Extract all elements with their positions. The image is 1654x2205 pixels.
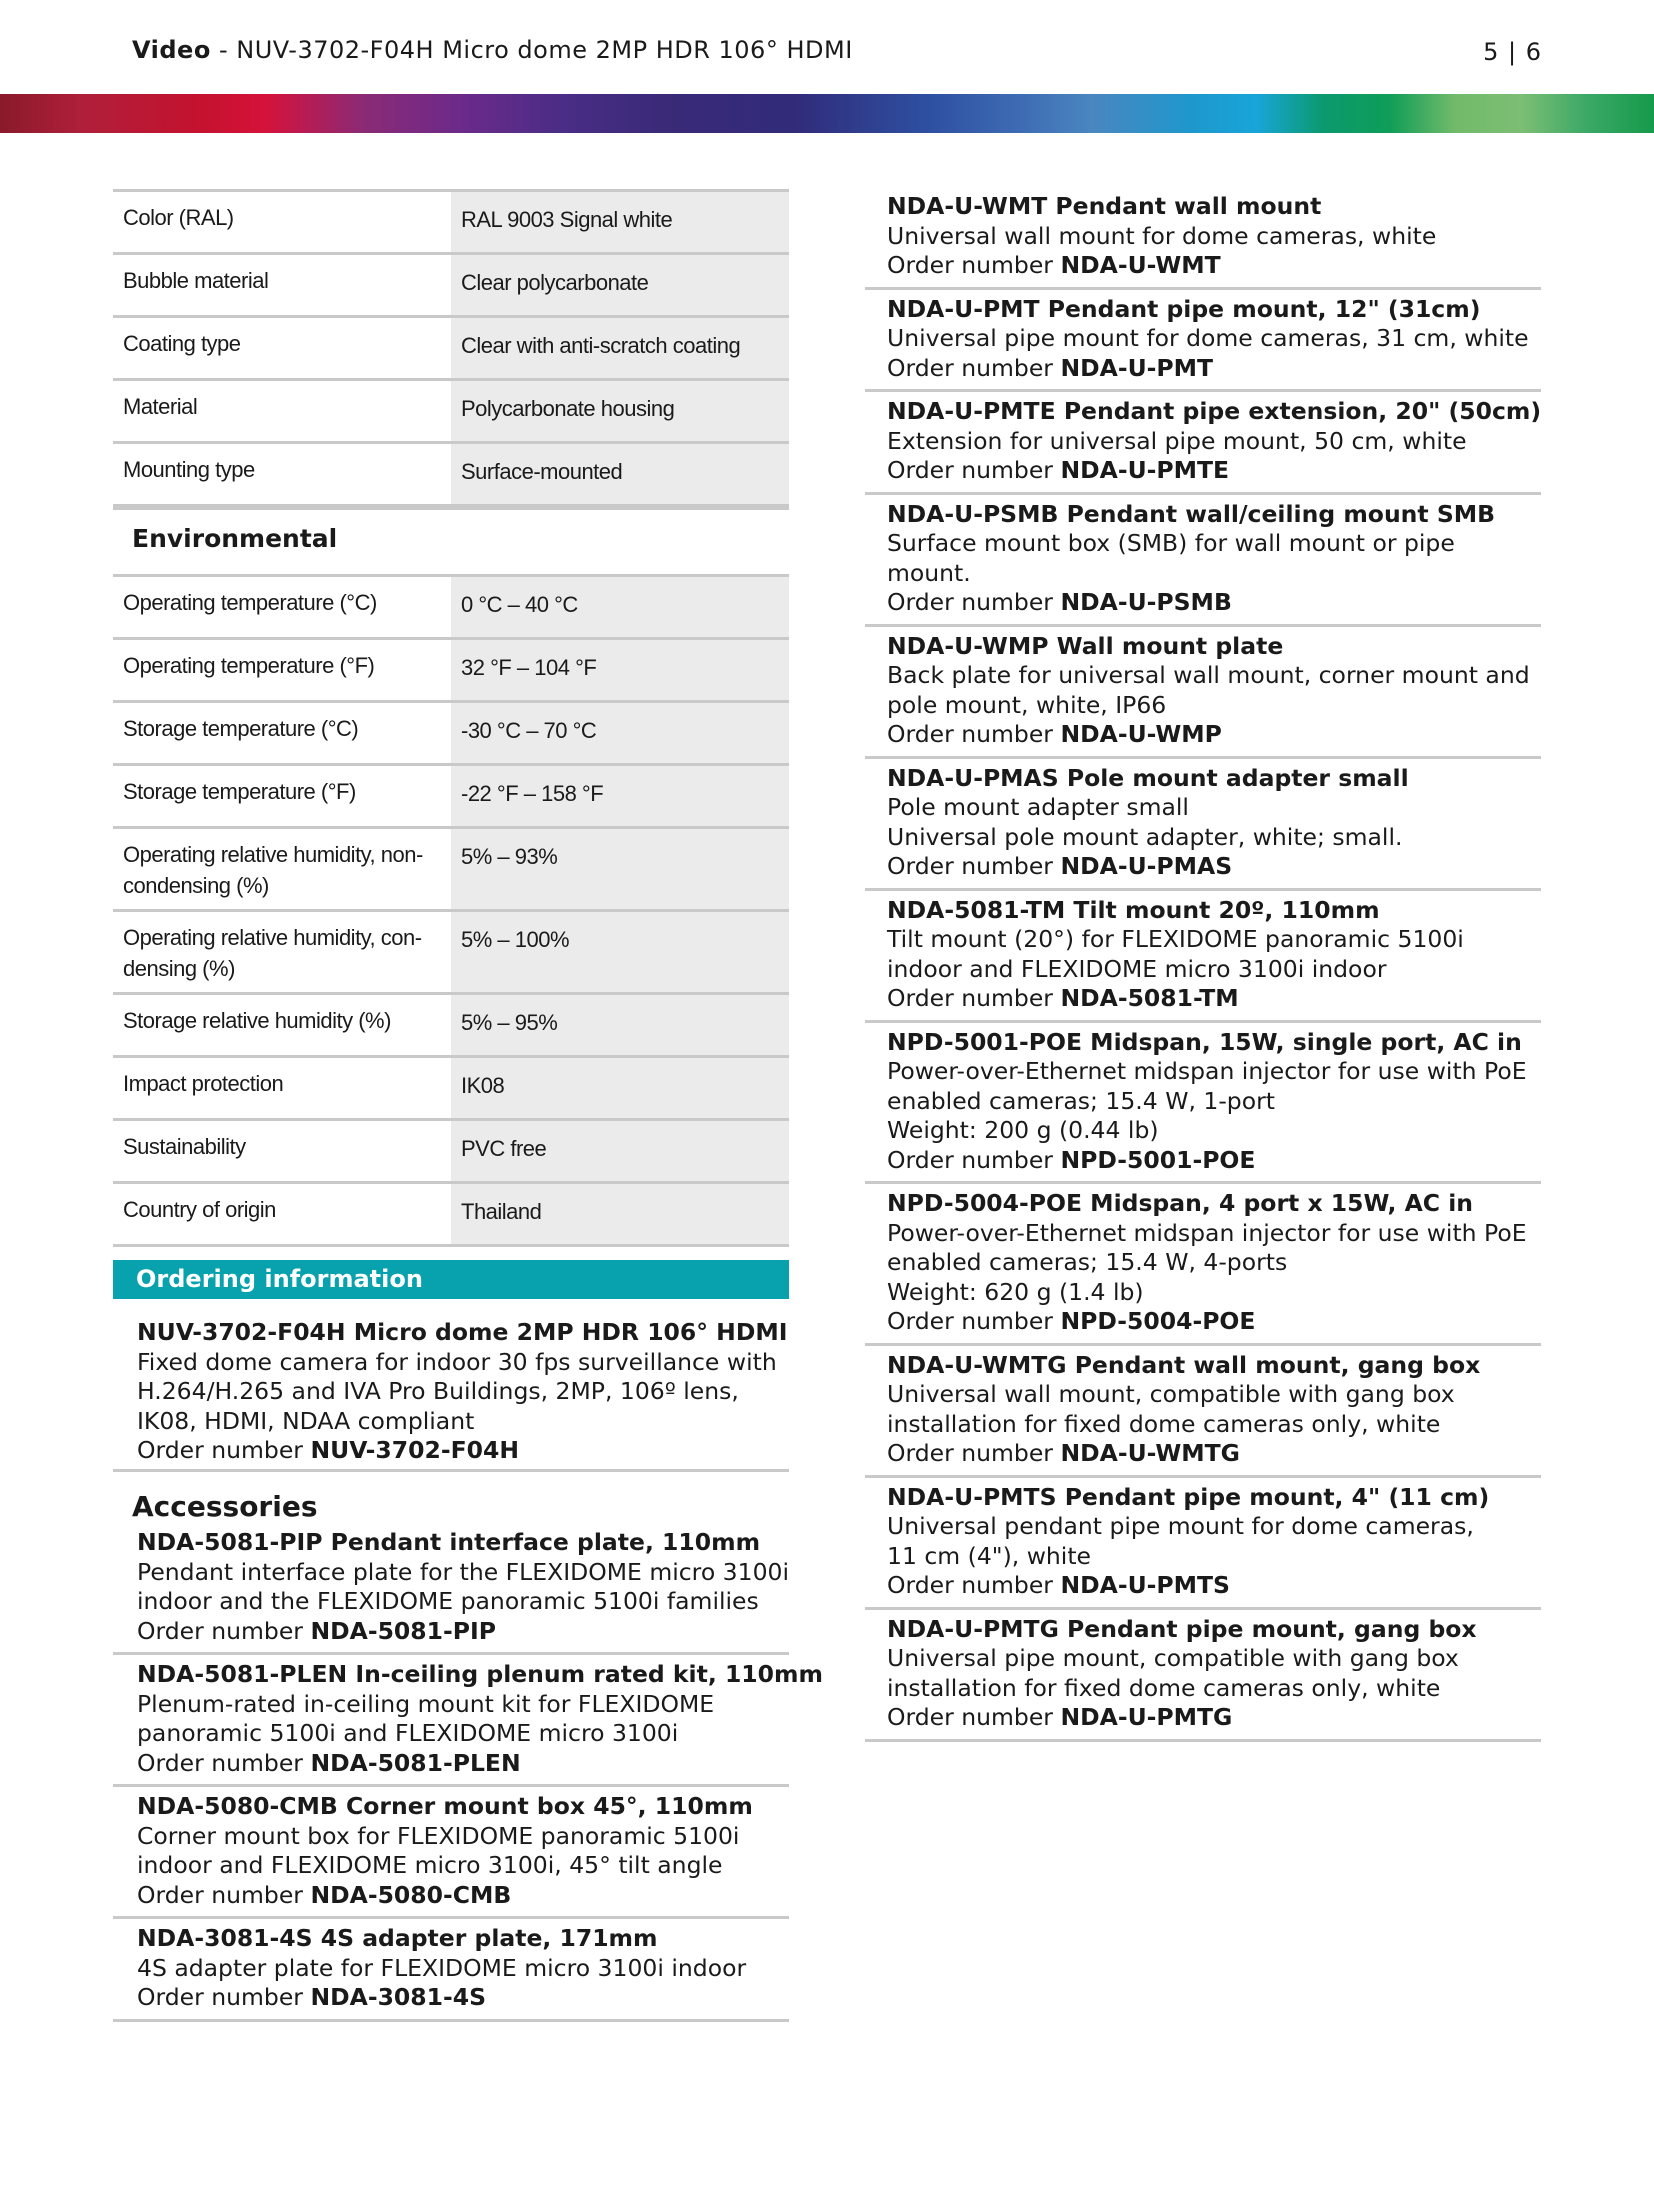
accessory-description-line: Tilt mount (20°) for FLEXIDOME panoramic 5100i: [887, 925, 1464, 953]
accessory-entry: [887, 1028, 1527, 1176]
spec-label: Impact protection: [123, 1071, 284, 1096]
spec-row: [113, 1055, 789, 1118]
accessory-description-line: enabled cameras; 15.4 W, 4-ports: [887, 1248, 1288, 1276]
spec-row: [113, 909, 789, 992]
accessory-order-number: Order number NDA-U-WMTG: [887, 1439, 1240, 1467]
spec-label: Sustainability: [123, 1134, 246, 1159]
spec-value: 5% – 93%: [451, 829, 789, 909]
spec-label: Mounting type: [123, 457, 255, 482]
spec-value: 5% – 95%: [451, 995, 789, 1055]
main-product-description-line: Fixed dome camera for indoor 30 fps surveillance with: [137, 1347, 777, 1376]
accessory-description-line: Power-over-Ethernet midspan injector for use with PoE: [887, 1218, 1527, 1247]
spec-row: [113, 826, 789, 909]
accessories-heading: Accessories: [132, 1490, 318, 1523]
spec-label: Color (RAL): [123, 205, 234, 230]
accessory-title: NDA-U-PSMB Pendant wall/ceiling mount SMB: [887, 499, 1496, 528]
spec-row: [113, 637, 789, 700]
spec-value: 0 °C – 40 °C: [451, 577, 789, 637]
accessory-description-line: Back plate for universal wall mount, corner mount and: [887, 661, 1530, 689]
spec-value: 5% – 100%: [451, 912, 789, 992]
divider: [113, 1916, 789, 1919]
spec-row: [113, 189, 789, 252]
main-product-entry: [137, 1318, 787, 1466]
accessory-order-number: Order number NDA-U-PMT: [887, 353, 1214, 382]
spec-row: [113, 315, 789, 378]
ordering-information-bar: Ordering information: [113, 1260, 789, 1299]
spec-label: Operating temperature (°F): [123, 653, 375, 678]
accessory-order-number: Order number NDA-U-PMAS: [887, 852, 1233, 880]
accessory-description-line: Weight: 620 g (1.4 lb): [887, 1277, 1144, 1306]
divider: [865, 756, 1541, 759]
accessory-entry: [887, 1615, 1477, 1733]
divider: [865, 624, 1541, 627]
accessory-entry: [887, 1483, 1489, 1601]
spec-label: Operating relative humidity, con-densing (%): [123, 925, 422, 981]
accessory-description-line: installation for fixed dome cameras only, white: [887, 1409, 1441, 1438]
spec-value: RAL 9003 Signal white: [451, 192, 789, 252]
accessory-description-line: Power-over-Ethernet midspan injector for use with PoE: [887, 1057, 1527, 1085]
spec-value: -22 °F – 158 °F: [451, 766, 789, 826]
accessory-description-line: 11 cm (4"), white: [887, 1541, 1092, 1570]
spec-value: Polycarbonate housing: [451, 381, 789, 441]
spec-row: [113, 992, 789, 1055]
spec-row: [113, 763, 789, 826]
accessory-entry: [887, 397, 1541, 486]
main-product-title: NUV-3702-F04H Micro dome 2MP HDR 106° HDMI: [137, 1318, 788, 1346]
accessory-description-line: enabled cameras; 15.4 W, 1-port: [887, 1086, 1275, 1115]
divider: [865, 389, 1541, 392]
accessory-title: NDA-5081-TM Tilt mount 20º, 110mm: [887, 895, 1380, 924]
accessory-entry: [137, 1660, 823, 1778]
spec-row: [113, 378, 789, 441]
main-product-order-number: Order number NUV-3702-F04H: [137, 1436, 520, 1464]
accessory-entry: [887, 896, 1464, 1014]
divider: [865, 1181, 1541, 1184]
divider: [865, 492, 1541, 495]
accessory-title: NPD-5001-POE Midspan, 15W, single port, AC in: [887, 1027, 1522, 1056]
spec-row: [113, 252, 789, 315]
accessory-title: NDA-U-PMTG Pendant pipe mount, gang box: [887, 1614, 1477, 1643]
accessory-order-number: Order number NDA-U-PSMB: [887, 588, 1232, 616]
accessory-description-line: Extension for universal pipe mount, 50 cm, white: [887, 426, 1467, 455]
brand-supergraphic: [0, 94, 1654, 133]
accessory-entry: [137, 1924, 746, 2013]
document-title: Video - NUV-3702-F04H Micro dome 2MP HDR 106° HDMI: [132, 36, 853, 64]
divider: [865, 888, 1541, 891]
page-header: [0, 0, 1654, 94]
accessory-title: NDA-U-PMTE Pendant pipe extension, 20" (50cm): [887, 397, 1542, 425]
spec-value: Thailand: [451, 1184, 789, 1244]
accessory-description-line: Universal wall mount, compatible with gang box: [887, 1380, 1455, 1408]
accessory-title: NDA-5081-PIP Pendant interface plate, 110mm: [137, 1528, 761, 1556]
spec-value: -30 °C – 70 °C: [451, 703, 789, 763]
accessory-order-number: Order number NDA-5081-PIP: [137, 1616, 496, 1645]
spec-row: [113, 441, 789, 507]
accessory-order-number: Order number NDA-U-PMTE: [887, 456, 1230, 484]
accessory-title: NPD-5004-POE Midspan, 4 port x 15W, AC in: [887, 1189, 1474, 1217]
specification-table: [113, 189, 789, 1247]
accessory-description-line: Surface mount box (SMB) for wall mount or pipe: [887, 529, 1455, 557]
accessory-description-line: 4S adapter plate for FLEXIDOME micro 3100i indoor: [137, 1953, 747, 1982]
accessory-entry: [887, 764, 1409, 882]
spec-label: Storage relative humidity (%): [123, 1008, 391, 1033]
accessory-entry: [137, 1792, 753, 1910]
divider: [865, 1607, 1541, 1610]
spec-value: IK08: [451, 1058, 789, 1118]
accessory-description-line: Universal wall mount for dome cameras, white: [887, 221, 1437, 250]
divider: [865, 1343, 1541, 1346]
accessory-entry: [887, 500, 1495, 618]
spec-label: Country of origin: [123, 1197, 276, 1222]
divider: [113, 1652, 789, 1655]
spec-label: Operating temperature (°C): [123, 590, 377, 615]
accessory-description-line: indoor and FLEXIDOME micro 3100i indoor: [887, 954, 1387, 983]
spec-label: Material: [123, 394, 198, 419]
accessory-entry: [887, 1189, 1527, 1337]
divider: [113, 2019, 789, 2022]
accessory-description-line: Corner mount box for FLEXIDOME panoramic 5100i: [137, 1821, 740, 1850]
spec-label: Bubble material: [123, 268, 269, 293]
accessory-order-number: Order number NPD-5004-POE: [887, 1307, 1256, 1335]
accessory-order-number: Order number NDA-5081-TM: [887, 984, 1239, 1012]
spec-value: Clear polycarbonate: [451, 255, 789, 315]
accessory-title: NDA-U-PMAS Pole mount adapter small: [887, 763, 1409, 792]
spec-row: [113, 574, 789, 637]
accessory-title: NDA-3081-4S 4S adapter plate, 171mm: [137, 1924, 658, 1952]
spec-label: Operating relative humidity, non-condensing (%): [123, 842, 423, 898]
accessory-order-number: Order number NDA-U-PMTG: [887, 1703, 1233, 1731]
accessory-order-number: Order number NPD-5001-POE: [887, 1145, 1256, 1174]
divider: [865, 1739, 1541, 1742]
spec-value: Surface-mounted: [451, 444, 789, 504]
accessory-order-number: Order number NDA-5081-PLEN: [137, 1748, 521, 1777]
accessory-title: NDA-U-PMT Pendant pipe mount, 12" (31cm): [887, 294, 1481, 323]
accessory-order-number: Order number NDA-U-WMT: [887, 251, 1221, 279]
divider: [865, 1475, 1541, 1478]
spec-row: [113, 700, 789, 763]
accessory-title: NDA-U-WMT Pendant wall mount: [887, 192, 1322, 220]
accessory-description-line: indoor and the FLEXIDOME panoramic 5100i families: [137, 1587, 759, 1615]
accessory-order-number: Order number NDA-5080-CMB: [137, 1880, 512, 1909]
spec-value: 32 °F – 104 °F: [451, 640, 789, 700]
accessory-description-line: Pole mount adapter small: [887, 793, 1189, 821]
spec-value: PVC free: [451, 1121, 789, 1181]
accessory-description-line: Universal pipe mount for dome cameras, 31 cm, white: [887, 324, 1529, 352]
accessory-description-line: Universal pipe mount, compatible with gang box: [887, 1644, 1459, 1672]
spec-label: Storage temperature (°F): [123, 779, 356, 804]
accessory-description-line: Plenum-rated in-ceiling mount kit for FLEXIDOME: [137, 1689, 715, 1718]
accessory-title: NDA-U-WMP Wall mount plate: [887, 631, 1284, 660]
accessory-entry: [887, 192, 1436, 281]
divider: [113, 1784, 789, 1787]
accessory-entry: [887, 1351, 1480, 1469]
accessory-description-line: indoor and FLEXIDOME micro 3100i, 45° tilt angle: [137, 1851, 723, 1879]
spec-row: [113, 1181, 789, 1247]
main-product-description-line: IK08, HDMI, NDAA compliant: [137, 1406, 475, 1435]
accessory-description-line: panoramic 5100i and FLEXIDOME micro 3100i: [137, 1719, 679, 1747]
accessory-title: NDA-5080-CMB Corner mount box 45°, 110mm: [137, 1792, 753, 1820]
divider: [865, 287, 1541, 290]
accessory-title: NDA-U-PMTS Pendant pipe mount, 4" (11 cm): [887, 1482, 1490, 1511]
accessory-description-line: pole mount, white, IP66: [887, 690, 1167, 719]
page-number: 5 | 6: [1483, 38, 1542, 66]
accessory-title: NDA-U-WMTG Pendant wall mount, gang box: [887, 1350, 1481, 1379]
spec-value: Clear with anti-scratch coating: [451, 318, 789, 378]
accessory-entry: [887, 295, 1529, 384]
spec-label: Storage temperature (°C): [123, 716, 359, 741]
accessory-entry: [137, 1528, 789, 1646]
accessory-order-number: Order number NDA-U-PMTS: [887, 1571, 1230, 1599]
accessory-description-line: Universal pole mount adapter, white; small.: [887, 822, 1403, 851]
accessory-description-line: installation for fixed dome cameras only, white: [887, 1673, 1441, 1702]
accessory-description-line: Pendant interface plate for the FLEXIDOME micro 3100i: [137, 1557, 790, 1586]
spec-row: [113, 1118, 789, 1181]
main-product-description-line: H.264/H.265 and IVA Pro Buildings, 2MP, 106º lens,: [137, 1377, 739, 1405]
spec-label: Coating type: [123, 331, 241, 356]
environmental-heading: Environmental: [113, 507, 789, 574]
accessory-description-line: Weight: 200 g (0.44 lb): [887, 1116, 1159, 1144]
accessory-order-number: Order number NDA-U-WMP: [887, 720, 1222, 748]
accessory-order-number: Order number NDA-3081-4S: [137, 1983, 487, 2011]
divider: [865, 1020, 1541, 1023]
accessory-entry: [887, 632, 1530, 750]
accessory-description-line: mount.: [887, 558, 971, 587]
accessory-title: NDA-5081-PLEN In-ceiling plenum rated kit, 110mm: [137, 1660, 823, 1688]
accessory-description-line: Universal pendant pipe mount for dome cameras,: [887, 1512, 1474, 1540]
divider: [113, 1469, 789, 1472]
